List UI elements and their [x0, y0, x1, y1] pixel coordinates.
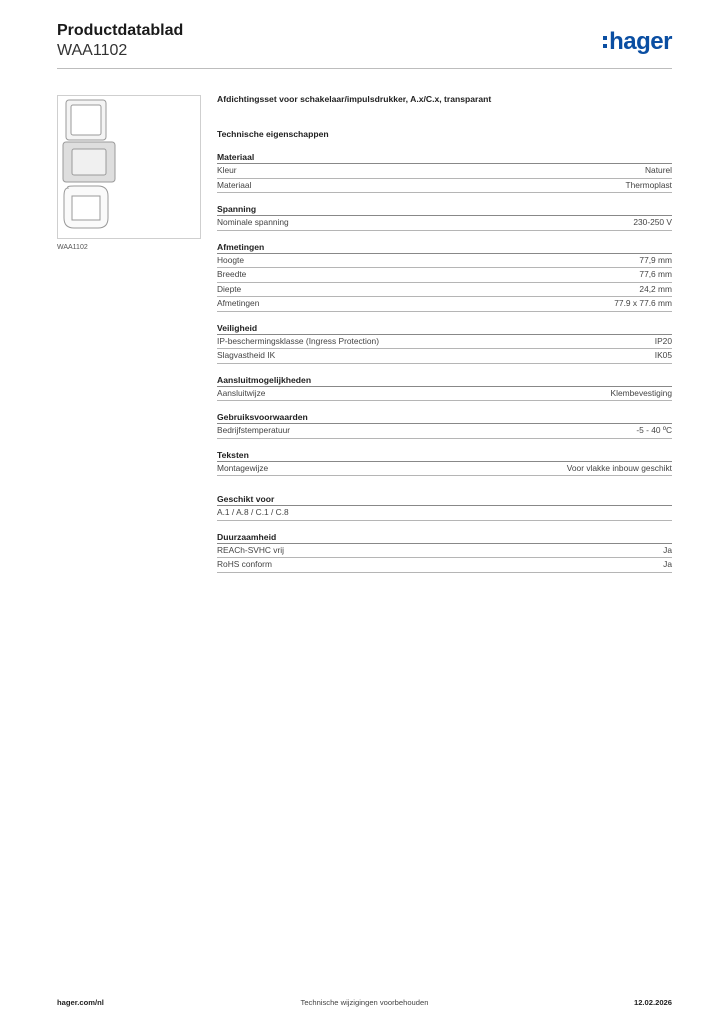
property-row	[217, 424, 672, 439]
property-value: 77.9 x 77.6 mm	[614, 298, 672, 308]
logo-text: hager	[609, 28, 672, 55]
property-section	[217, 374, 672, 402]
property-row	[217, 179, 672, 194]
property-section	[217, 203, 672, 231]
property-value: Ja	[663, 544, 672, 555]
property-label: Afmetingen	[217, 298, 260, 308]
property-label: Bedrijfstemperatuur	[217, 425, 291, 435]
product-code: WAA1102	[57, 42, 128, 59]
sustainability-section	[217, 531, 672, 573]
property-row	[217, 268, 672, 283]
property-label: IP-beschermingsklasse (Ingress Protection)	[217, 335, 379, 346]
property-section	[217, 411, 672, 439]
document-header	[57, 22, 183, 60]
product-image	[57, 95, 201, 239]
property-label: Montagewijze	[217, 462, 269, 473]
property-label: Kleur	[217, 165, 237, 175]
property-label: Materiaal	[217, 179, 252, 190]
property-label: Breedte	[217, 269, 247, 279]
logo-colon-icon	[603, 34, 607, 50]
property-label: Nominale spanning	[217, 217, 289, 227]
suitable-for-section	[217, 493, 672, 521]
section-title: Spanning	[217, 203, 672, 216]
property-label: Diepte	[217, 283, 242, 294]
section-title: Materiaal	[217, 151, 672, 164]
property-value: Klembevestiging	[610, 387, 672, 398]
property-value: IP20	[654, 335, 672, 346]
property-section	[217, 493, 672, 521]
section-title: Geschikt voor	[217, 493, 672, 506]
property-row	[217, 544, 672, 559]
section-title: Veiligheid	[217, 322, 672, 335]
content-area	[217, 92, 672, 573]
section-title: Duurzaamheid	[217, 531, 672, 544]
property-row	[217, 297, 672, 312]
property-row	[217, 558, 672, 573]
property-value: 77,9 mm	[639, 254, 672, 265]
footer-note: Technische wijzigingen voorbehouden	[300, 998, 429, 1007]
tech-properties-title: Technische eigenschappen	[217, 129, 329, 139]
property-row	[217, 164, 672, 179]
property-section	[217, 241, 672, 312]
property-value: 230-250 V	[633, 217, 672, 227]
header-divider	[57, 68, 672, 69]
property-row	[217, 506, 672, 521]
property-value: Voor vlakke inbouw geschikt	[566, 462, 672, 473]
property-value: Ja	[663, 559, 672, 569]
property-value: 77,6 mm	[639, 269, 672, 279]
product-description: Afdichtingsset voor schakelaar/impulsdrukker, A.x/C.x, transparant	[217, 94, 492, 104]
property-value: Thermoplast	[625, 179, 672, 190]
property-row	[217, 335, 672, 350]
property-label: Aansluitwijze	[217, 387, 266, 398]
property-row	[217, 283, 672, 298]
section-title: Teksten	[217, 449, 672, 462]
property-value: IK05	[654, 350, 672, 360]
property-label: A.1 / A.8 / C.1 / C.8	[217, 507, 289, 517]
property-section	[217, 531, 672, 573]
property-row	[217, 349, 672, 364]
property-value: -5 - 40 ºC	[636, 425, 672, 435]
property-label: RoHS conform	[217, 559, 272, 569]
property-label: Hoogte	[217, 254, 245, 265]
footer-website: hager.com/nl	[57, 998, 104, 1007]
property-row	[217, 387, 672, 402]
property-value: 24,2 mm	[639, 283, 672, 294]
property-section	[217, 151, 672, 193]
footer-date: 12.02.2026	[633, 998, 672, 1007]
document-title: Productdatablad	[57, 22, 184, 39]
section-title: Aansluitmogelijkheden	[217, 374, 672, 387]
property-row	[217, 254, 672, 269]
property-section	[217, 322, 672, 364]
property-section	[217, 449, 672, 477]
section-title: Gebruiksvoorwaarden	[217, 411, 672, 424]
property-value: Naturel	[645, 165, 672, 175]
properties-list	[217, 151, 672, 476]
property-row	[217, 216, 672, 231]
image-caption: WAA1102	[57, 244, 88, 251]
section-title: Afmetingen	[217, 241, 672, 254]
hager-logo	[603, 28, 672, 56]
property-label: Slagvastheid IK	[217, 350, 276, 360]
property-row	[217, 462, 672, 477]
property-label: REACh-SVHC vrij	[217, 544, 285, 555]
